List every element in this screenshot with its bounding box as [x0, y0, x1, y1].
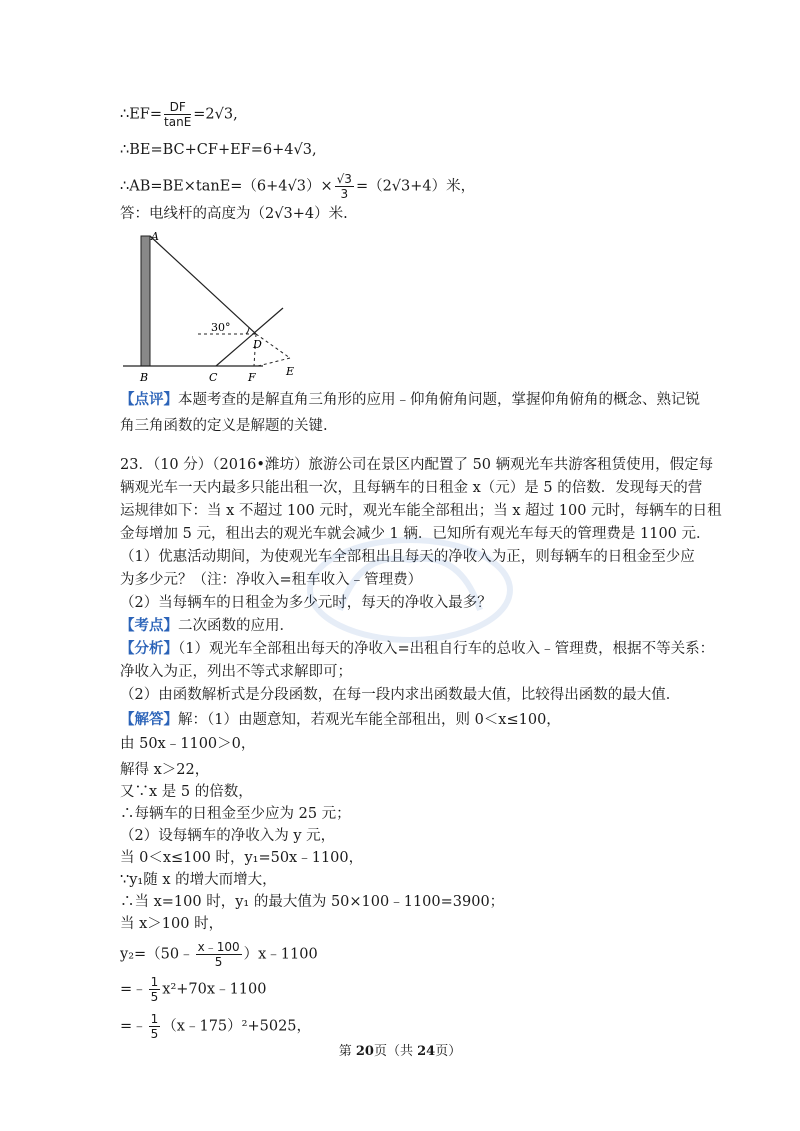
q23-line-7: （2）当每辆车的日租金为多少元时，每天的净收入最多？ [120, 595, 492, 611]
label-angle: 30° [211, 321, 231, 334]
s12-denominator: 5 [150, 1027, 159, 1041]
ab-suffix: =（2√3+4）米， [355, 178, 476, 195]
footer-text-a: 第 [338, 1044, 356, 1059]
comment-tag: 【点评】 [120, 391, 178, 408]
label-d: D [253, 338, 262, 351]
s11-fraction [149, 975, 161, 1004]
footer-total: 24 [417, 1044, 436, 1059]
step-6: 当 0＜x≤100 时，y₁=50x﹣1100， [120, 850, 364, 866]
step-5: （2）设每辆车的净收入为 y 元， [120, 828, 336, 844]
s12-prefix: =﹣ [120, 1018, 147, 1035]
footer-text-c: 页） [435, 1044, 462, 1059]
q23-line-6: 为多少元？（注：净收入=租车收入﹣管理费） [120, 572, 423, 588]
step-11 [120, 975, 266, 1004]
ab-denominator: 3 [340, 187, 349, 201]
ef-suffix: =2√3, [193, 106, 238, 123]
ef-fraction [164, 100, 191, 129]
y2-prefix: y₂=（50﹣ [120, 946, 194, 963]
comment-line-2: 角三角函数的定义是解题的关键. [120, 418, 328, 434]
step-12 [120, 1012, 311, 1041]
label-f: F [248, 371, 256, 384]
q23-line-5: （1）优惠活动期间，为使观光车全部租出且每天的净收入为正，则每辆车的日租金至少应 [120, 549, 695, 565]
q23-line-4: 金每增加 5 元，租出去的观光车就会减少 1 辆．已知所有观光车每天的管理费是 1100 元． [120, 526, 711, 542]
kaodian-tag: 【考点】 [120, 617, 178, 634]
jieda-line [120, 710, 561, 730]
y2-fraction [196, 940, 242, 969]
y2-denominator: 5 [214, 955, 223, 969]
watermark-logo [300, 530, 520, 654]
step-7: ∵y₁随 x 的增大而增大， [120, 872, 277, 888]
s12-numerator: 1 [150, 1012, 159, 1026]
s11-denominator: 5 [150, 990, 159, 1004]
geometry-figure [118, 228, 318, 388]
step-3: 又∵x 是 5 的倍数， [120, 784, 253, 800]
jieda-tag: 【解答】 [120, 711, 178, 728]
s12-fraction [149, 1012, 161, 1041]
fenxi-tag: 【分析】 [120, 640, 178, 657]
solution-line-be: ∴BE=BC+CF+EF=6+4√3, [120, 142, 317, 158]
footer-text-b: 页（共 [373, 1044, 418, 1059]
ab-fraction [335, 172, 354, 201]
ray-ad [150, 236, 256, 334]
jieda-text: 解：（1）由题意知，若观光车能全部租出，则 0＜x≤100， [178, 712, 561, 728]
page-footer [0, 1040, 800, 1059]
fenxi-line-3: （2）由函数解析式是分段函数，在每一段内求出函数最大值，比较得出函数的最大值． [120, 687, 681, 703]
solution-line-ef [120, 100, 238, 129]
fenxi-text-1: （1）观光车全部租出每天的净收入=出租自行车的总收入﹣管理费，根据不等关系： [178, 641, 715, 657]
step-8: ∴当 x=100 时，y₁ 的最大值为 50×100﹣1100=3900； [120, 894, 505, 910]
answer-line: 答：电线杆的高度为（2√3+4）米. [120, 206, 348, 222]
q23-line-1: 23．（10 分）（2016•潍坊）旅游公司在景区内配置了 50 辆观光车共游客租赁使用，假定每 [120, 457, 714, 473]
comment-line-1 [120, 390, 700, 410]
angle-arc [246, 327, 249, 334]
kaodian-text: 二次函数的应用． [178, 618, 294, 634]
ab-prefix: ∴AB=BE×tanE=（6+4√3）× [120, 178, 333, 195]
step-2: 解得 x＞22， [120, 762, 210, 778]
s11-prefix: =﹣ [120, 981, 147, 998]
label-a: A [151, 230, 159, 243]
q23-line-3: 运规律如下：当 x 不超过 100 元时，观光车能全部租出；当 x 超过 100 元时，每辆车的日租 [120, 503, 722, 519]
s11-numerator: 1 [150, 975, 159, 989]
footer-page: 20 [355, 1044, 374, 1059]
watermark-icon [300, 530, 520, 650]
s12-suffix: （x﹣175）²+5025， [162, 1018, 312, 1035]
ef-prefix: ∴EF= [120, 106, 163, 123]
ab-numerator: √3 [336, 172, 352, 186]
q23-line-2: 辆观光车一天内最多只能出租一次，且每辆车的日租金 x（元）是 5 的倍数．发现每天的营 [120, 480, 703, 496]
step-4: ∴每辆车的日租金至少应为 25 元； [120, 806, 351, 822]
label-c: C [209, 371, 218, 384]
pole-rect [141, 236, 150, 366]
step-9: 当 x＞100 时， [120, 916, 224, 932]
slope-line [216, 308, 283, 366]
comment-text-1: 本题考查的是解直角三角形的应用﹣仰角俯角问题，掌握仰角俯角的概念、熟记锐 [178, 392, 700, 408]
s11-suffix: x²+70x﹣1100 [162, 981, 267, 998]
label-b: B [140, 371, 149, 384]
ef-denominator: tanE [164, 115, 192, 129]
solution-line-ab [120, 172, 475, 201]
y2-suffix: ）x﹣1100 [243, 946, 318, 963]
step-1: 由 50x﹣1100＞0， [120, 736, 256, 752]
label-e: E [286, 365, 295, 378]
ef-numerator: DF [164, 100, 191, 115]
kaodian-line [120, 616, 294, 636]
step-10 [120, 940, 318, 969]
y2-numerator: x﹣100 [197, 940, 240, 954]
fenxi-line-2: 净收入为正，列出不等式求解即可； [120, 664, 352, 680]
